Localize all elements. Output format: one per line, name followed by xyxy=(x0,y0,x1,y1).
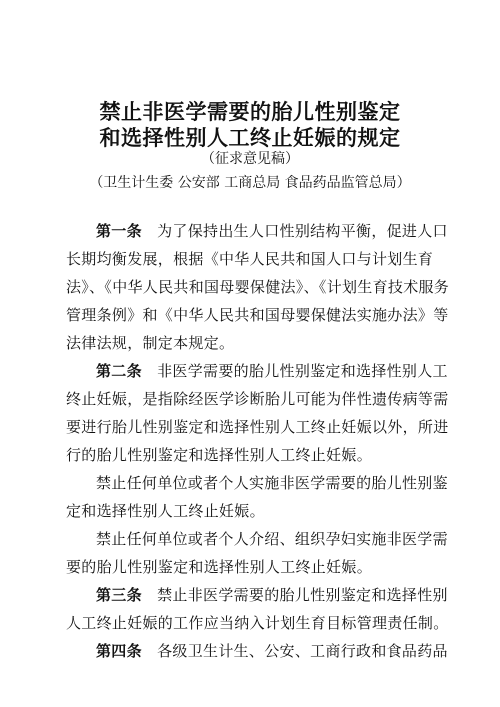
article-2-para-3-line-2: 要的胎儿性别鉴定和选择性别人工终止妊娠。 xyxy=(66,558,373,576)
article-2-text: 非医学需要的胎儿性别鉴定和选择性别人工 xyxy=(157,362,448,380)
article-1-text: 为了保持出生人口性别结构平衡，促进人口 xyxy=(157,222,448,240)
document-title-line-2: 和选择性别人工终止妊娠的规定 xyxy=(99,126,401,150)
document-subtitle: （征求意见稿） xyxy=(201,151,299,167)
article-1-line-3: 法》、《中华人民共和国母婴保健法》、《计划生育技术服务 xyxy=(66,278,450,296)
article-2-heading: 第二条 xyxy=(96,362,142,380)
article-2-para-3-line-1: 禁止任何单位或者个人介绍、组织孕妇实施非医学需 xyxy=(96,530,448,548)
article-2-line-2: 终止妊娠，是指除经医学诊断胎儿可能为伴性遗传病等需 xyxy=(66,390,449,408)
article-1-line-1 xyxy=(96,220,448,241)
article-3-text: 禁止非医学需要的胎儿性别鉴定和选择性别 xyxy=(157,586,448,604)
article-4-line-1 xyxy=(96,640,448,661)
article-4-text: 各级卫生计生、公安、工商行政和食品药品 xyxy=(157,642,448,660)
document-issuer: （卫生计生委 公安部 工商总局 食品药品监管总局） xyxy=(89,175,411,191)
article-3-line-2: 人工终止妊娠的工作应当纳入计划生育目标管理责任制。 xyxy=(66,614,449,632)
article-1-line-5: 法律法规，制定本规定。 xyxy=(66,334,235,352)
article-3-heading: 第三条 xyxy=(96,586,142,604)
document-title-line-1: 禁止非医学需要的胎儿性别鉴定 xyxy=(99,100,401,124)
article-2-line-3: 要进行胎儿性别鉴定和选择性别人工终止妊娠以外，所进 xyxy=(66,418,449,436)
article-1-line-2: 长期均衡发展，根据《中华人民共和国人口与计划生育 xyxy=(66,250,434,268)
article-1-line-4: 管理条例》和《中华人民共和国母婴保健法实施办法》等 xyxy=(66,306,449,324)
article-2-line-4: 行的胎儿性别鉴定和选择性别人工终止妊娠。 xyxy=(66,446,373,464)
article-4-heading: 第四条 xyxy=(96,642,142,660)
article-2-para-2-line-2: 定和选择性别人工终止妊娠。 xyxy=(66,502,265,520)
article-2-line-1 xyxy=(96,360,448,381)
article-3-line-1 xyxy=(96,584,448,605)
article-2-para-2-line-1: 禁止任何单位或者个人实施非医学需要的胎儿性别鉴 xyxy=(96,474,448,492)
article-1-heading: 第一条 xyxy=(96,222,142,240)
